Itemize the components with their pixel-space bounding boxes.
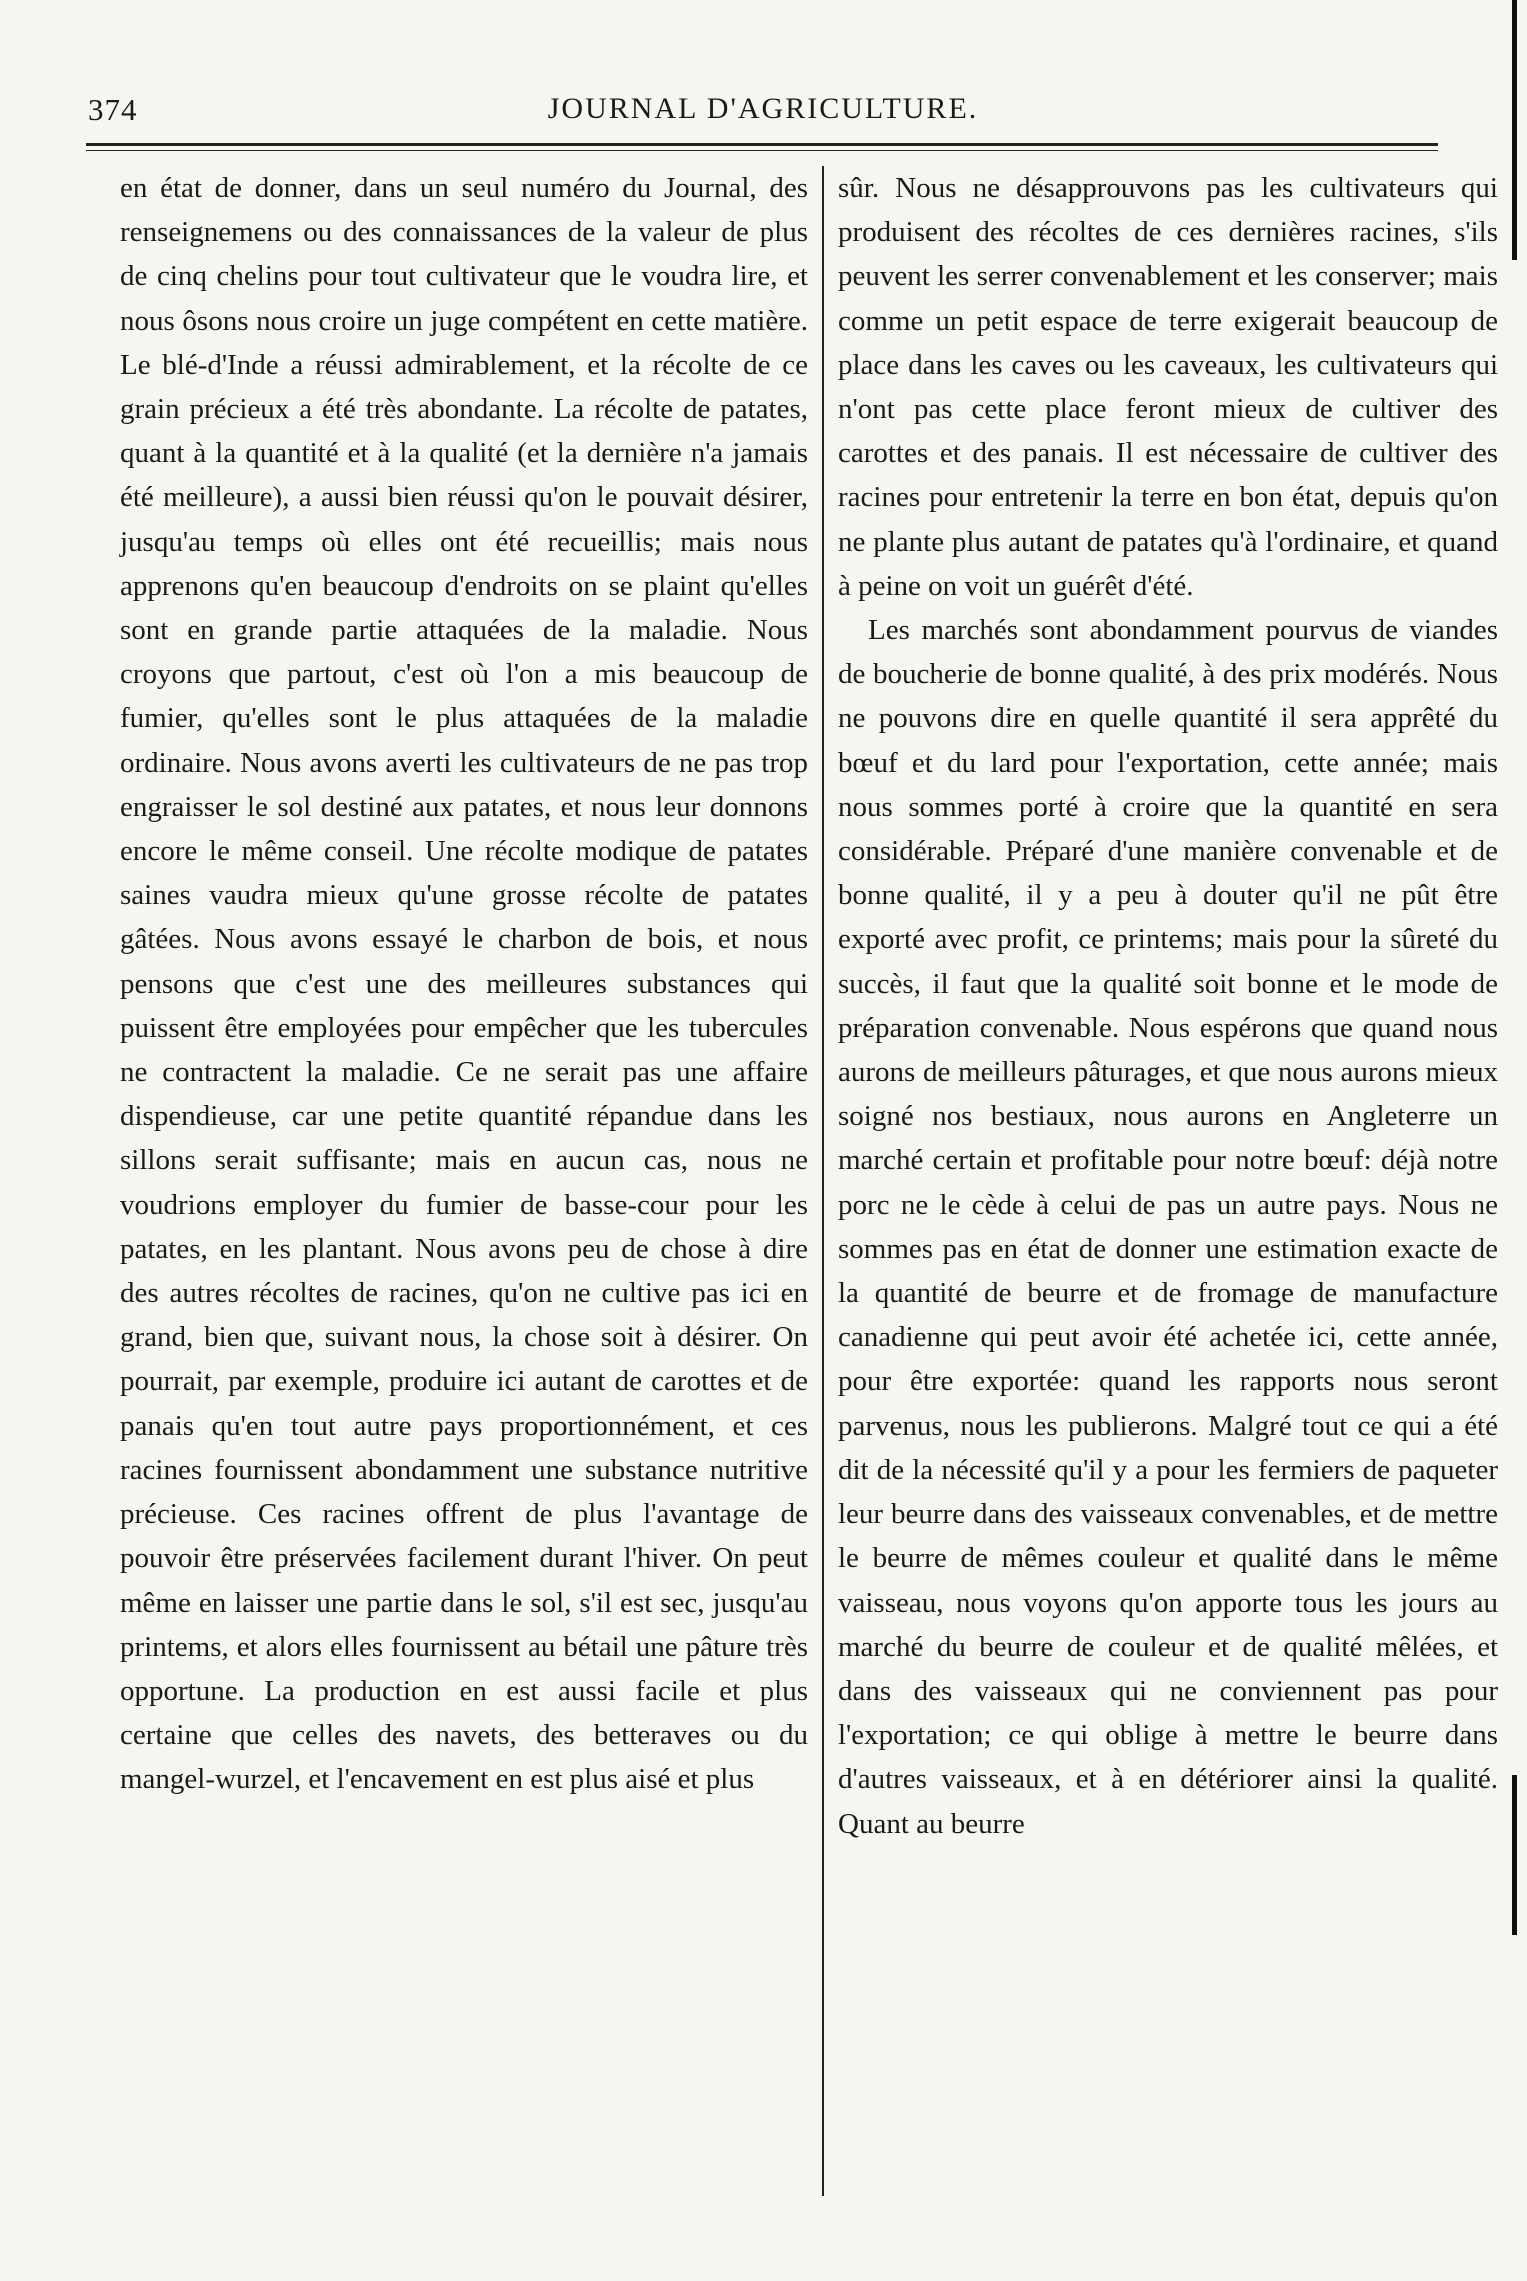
right-paragraph-1: sûr. Nous ne désapprouvons pas les cultivateurs qui produisent des récoltes de ces dernières racines, s'ils peuvent les serrer convenablement et les conserver; mais comme un petit espace de terre exigerait beaucoup de place dans les caves ou les caveaux, les cultivateurs qui n'ont pas cette place feront mieux de cultiver des carottes et des panais. Il est nécessaire de cultiver des racines pour entretenir la terre en bon état, depuis qu'on ne plante plus autant de patates qu'à l'ordinaire, et quand à peine on voit un guérêt d'été. [838,172,1498,602]
header-rule [86,143,1438,146]
page-edge-mark-top [1512,0,1517,260]
right-column [838,166,1498,1846]
page-edge-mark-middle [1512,1775,1517,1935]
page-number: 374 [88,92,138,127]
right-paragraph-2: Les marchés sont abondamment pourvus de viandes de boucherie de bonne qualité, à des prix modérés. Nous ne pouvons dire en quelle quantité il sera apprêté du bœuf et du lard pour l'exportation, cette année; mais nous sommes porté à croire que la quantité en sera considérable. Préparé d'une manière convenable et de bonne qualité, il y a peu à douter qu'il ne pût être exporté avec profit, ce printems; mais pour la sûreté du succès, il faut que la qualité soit bonne et le mode de préparation convenable. Nous espérons que quand nous aurons de meilleurs pâturages, et que nous aurons mieux soigné nos bestiaux, nous aurons en Angleterre un marché certain et profitable pour notre bœuf: déjà notre porc ne le cède à celui de pas un autre pays. Nous ne sommes pas en état de donner une estimation exacte de la quantité de beurre et de fromage de manufacture canadienne qui peut avoir été achetée ici, cette année, pour être exportée: quand les rapports nous seront parvenus, nous les publierons. Malgré tout ce qui a été dit de la nécessité qu'il y a pour les fermiers de paqueter leur beurre dans des vaisseaux convenables, et de mettre le beurre de mêmes couleur et qualité dans le même vaisseau, nous voyons qu'on apporte tous les jours au marché du beurre de couleur et de qualité mêlées, et dans des vaisseaux qui ne conviennent pas pour l'exportation; ce qui oblige à mettre le beurre dans d'autres vaisseaux, et à en détériorer ainsi la qualité. Quant au beurre [838,614,1498,1840]
running-title: JOURNAL D'AGRICULTURE. [547,92,979,125]
left-paragraph-1: en état de donner, dans un seul numéro du Journal, des renseignemens ou des connaissances de la valeur de plus de cinq chelins pour tout cultivateur que le voudra lire, et nous ôsons nous croire un juge compétent en cette matière. Le blé-d'Inde a réussi admirablement, et la récolte de ce grain précieux a été très abondante. La récolte de patates, quant à la quantité et à la qualité (et la dernière n'a jamais été meilleure), a aussi bien réussi qu'on le pouvait désirer, jusqu'au temps où elles ont été recueillis; mais nous apprenons qu'en beaucoup d'endroits on se plaint qu'elles sont en grande partie attaquées de la maladie. Nous croyons que partout, c'est où l'on a mis beaucoup de fumier, qu'elles sont le plus attaquées de la maladie ordinaire. Nous avons averti les cultivateurs de ne pas trop engraisser le sol destiné aux patates, et nous leur donnons encore le même conseil. Une récolte modique de patates saines vaudra mieux qu'une grosse récolte de patates gâtées. Nous avons essayé le charbon de bois, et nous pensons que c'est une des meilleures substances qui puissent être employées pour empêcher que les tubercules ne contractent la maladie. Ce ne serait pas une affaire dispendieuse, car une petite quantité répandue dans les sillons serait suffisante; mais en aucun cas, nous ne voudrions employer du fumier de basse-cour pour les patates, en les plantant. Nous avons peu de chose à dire des autres récoltes de racines, qu'on ne cultive pas ici en grand, bien que, suivant nous, la chose soit à désirer. On pourrait, par exemple, produire ici autant de carottes et de panais qu'en tout autre pays proportionnément, et ces racines fournissent abondamment une substance nutritive précieuse. Ces racines offrent de plus l'avantage de pouvoir être préservées facilement durant l'hiver. On peut même en laisser une partie dans le sol, s'il est sec, jusqu'au printems, et alors elles fournissent au bétail une pâture très opportune. La production en est aussi facile et plus certaine que celles des navets, des betteraves ou du mangel-wurzel, et l'encavement en est plus aisé et plus [120,172,808,1796]
column-divider [822,166,824,2196]
left-column [120,166,808,1802]
header-rule-thin [86,150,1438,151]
page-header [88,92,1438,132]
